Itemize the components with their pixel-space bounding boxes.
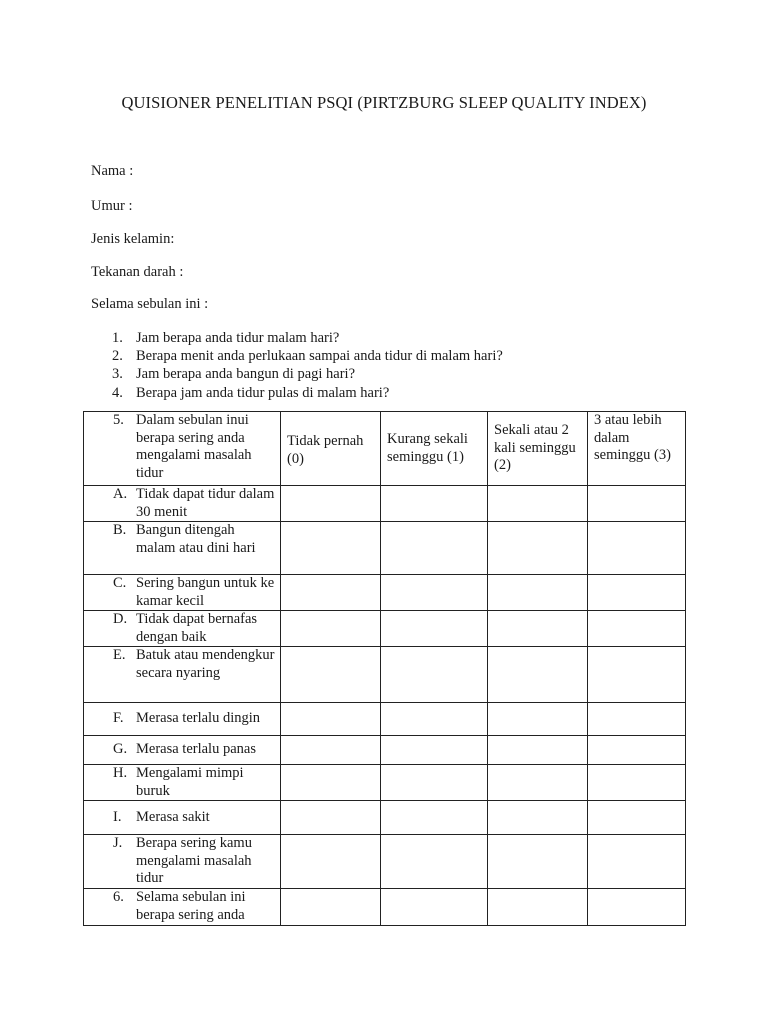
answer-cell[interactable] [381,522,488,575]
row-label: Sering bangun untuk ke kamar kecil [136,575,275,609]
row-label: Merasa terlalu panas [136,741,256,758]
row-label: Selama sebulan ini berapa sering anda [136,889,246,923]
question-text: Berapa menit anda perlukaan sampai anda tidur di malam hari? [136,348,503,365]
header-col-3: 3 atau lebih dalam seminggu (3) [588,412,686,486]
answer-cell[interactable] [588,835,686,889]
question-text: Berapa jam anda tidur pulas di malam hari? [136,384,390,401]
header-question-cell: 5. Dalam sebulan inui berapa sering anda mengalami masalah tidur [84,412,281,486]
row-label: Mengalami mimpi buruk [136,765,244,799]
answer-cell[interactable] [381,801,488,835]
answer-cell[interactable] [488,765,588,801]
table-row: I. Merasa sakit [84,801,686,835]
answer-cell[interactable] [488,611,588,647]
header-question-text: Dalam sebulan inui berapa sering anda mengalami masalah tidur [136,412,252,481]
answer-cell[interactable] [381,736,488,765]
answer-cell[interactable] [381,889,488,926]
row-label: Batuk atau mendengkur secara nyaring [136,647,275,681]
field-nama: Nama : [91,163,134,179]
answer-cell[interactable] [588,703,686,736]
answer-cell[interactable] [588,486,686,522]
answer-cell[interactable] [488,575,588,611]
question-text: Jam berapa anda tidur malam hari? [136,330,340,346]
row-label: Tidak dapat tidur dalam 30 menit [136,486,275,520]
answer-cell[interactable] [281,889,381,926]
answer-cell[interactable] [488,889,588,926]
answer-cell[interactable] [281,703,381,736]
answer-cell[interactable] [281,801,381,835]
question-item: 2. Berapa menit anda perlukaan sampai anda tidur di malam hari? [112,348,503,365]
field-selama-sebulan: Selama sebulan ini : [91,296,209,312]
answer-cell[interactable] [588,801,686,835]
sleep-problem-table [83,411,686,926]
question-item: 3. Jam berapa anda bangun di pagi hari? [112,366,356,383]
row-label: Berapa sering kamu mengalami masalah tidur [136,835,252,886]
answer-cell[interactable] [281,765,381,801]
answer-cell[interactable] [488,835,588,889]
answer-cell[interactable] [281,647,381,703]
table-row: G. Merasa terlalu panas [84,736,686,765]
answer-cell[interactable] [281,486,381,522]
question-text: Jam berapa anda bangun di pagi hari? [136,366,356,383]
table-row: C. Sering bangun untuk ke kamar kecil [84,575,686,611]
answer-cell[interactable] [488,486,588,522]
table-row: B. Bangun ditengah malam atau dini hari [84,522,686,575]
answer-cell[interactable] [488,801,588,835]
question-item: 1. Jam berapa anda tidur malam hari? [112,330,340,346]
answer-cell[interactable] [281,575,381,611]
answer-cell[interactable] [488,522,588,575]
header-col-0: Tidak pernah (0) [281,412,381,486]
table-row: H. Mengalami mimpi buruk [84,765,686,801]
row-label: Tidak dapat bernafas dengan baik [136,611,258,645]
row-label: Merasa terlalu dingin [136,710,261,727]
answer-cell[interactable] [281,736,381,765]
question-list [112,329,503,402]
row-label: Bangun ditengah malam atau dini hari [136,522,256,556]
answer-cell[interactable] [488,736,588,765]
answer-cell[interactable] [381,575,488,611]
answer-cell[interactable] [588,736,686,765]
answer-cell[interactable] [488,703,588,736]
answer-cell[interactable] [588,611,686,647]
answer-cell[interactable] [381,486,488,522]
table-row: E. Batuk atau mendengkur secara nyaring [84,647,686,703]
header-col-2: Sekali atau 2 kali seminggu (2) [488,412,588,486]
answer-cell[interactable] [381,647,488,703]
answer-cell[interactable] [488,647,588,703]
table-row: A. Tidak dapat tidur dalam 30 menit [84,486,686,522]
table-row: F. Merasa terlalu dingin [84,703,686,736]
table-row: J. Berapa sering kamu mengalami masalah tidur [84,835,686,889]
answer-cell[interactable] [588,647,686,703]
document-title: QUISIONER PENELITIAN PSQI (PIRTZBURG SLEEP QUALITY INDEX) [121,93,647,112]
answer-cell[interactable] [281,835,381,889]
field-umur: Umur : [91,198,133,214]
answer-cell[interactable] [381,703,488,736]
row-label: Merasa sakit [136,808,210,825]
answer-cell[interactable] [281,611,381,647]
answer-cell[interactable] [381,611,488,647]
answer-cell[interactable] [588,575,686,611]
answer-cell[interactable] [588,765,686,801]
field-jenis-kelamin: Jenis kelamin: [91,231,175,247]
table-row: D. Tidak dapat bernafas dengan baik [84,611,686,647]
table-row: 6. Selama sebulan ini berapa sering anda [84,889,686,926]
table-header-row [84,412,686,486]
answer-cell[interactable] [281,522,381,575]
header-col-1: Kurang sekali seminggu (1) [381,412,488,486]
answer-cell[interactable] [381,765,488,801]
answer-cell[interactable] [588,522,686,575]
field-tekanan-darah: Tekanan darah : [91,264,184,280]
question-item: 4. Berapa jam anda tidur pulas di malam hari? [112,384,390,401]
answer-cell[interactable] [588,889,686,926]
answer-cell[interactable] [381,835,488,889]
